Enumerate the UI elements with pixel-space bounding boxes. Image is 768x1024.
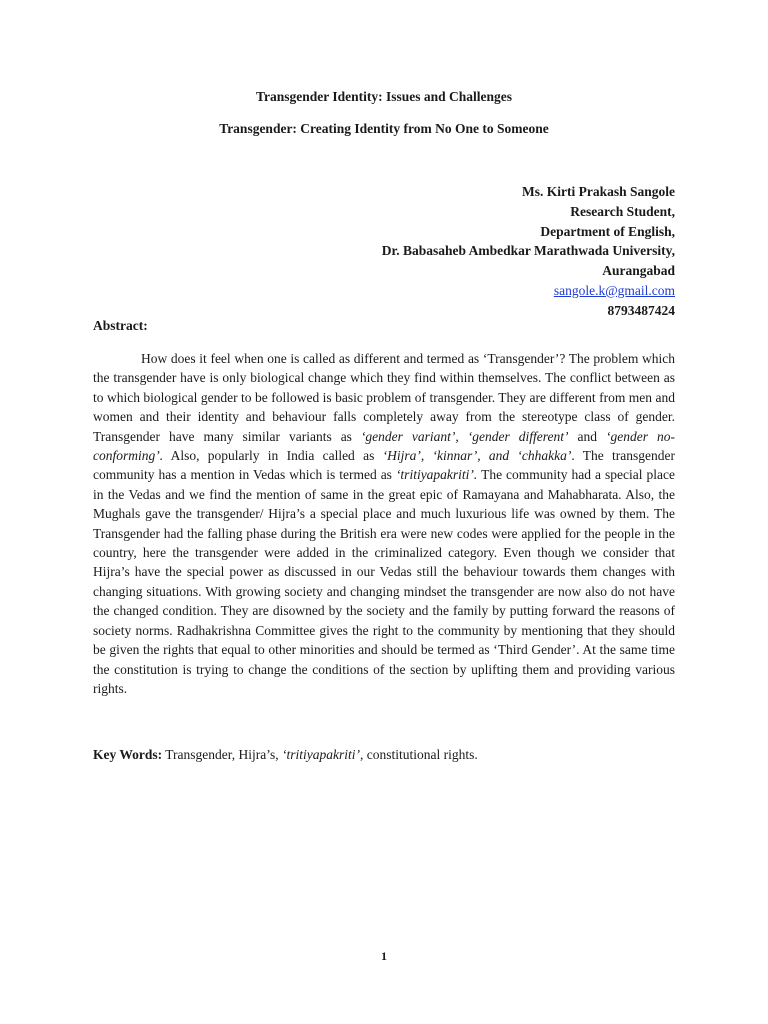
- abstract-text-1: How does it feel when one is called as different and termed as ‘Transgender’? The problem which the transgender have is only biological change which they find within themselves. The conflict between as to which biological gender to be followed is basic problem of transgender. They are different from men and women and their identity and behaviour falls completely away from the stereotype class of gender. Transgender have many similar variants as: [93, 351, 675, 444]
- keywords-text-1: Transgender, Hijra’s,: [162, 747, 282, 762]
- author-name: Ms. Kirti Prakash Sangole: [521, 184, 675, 199]
- author-phone: 8793487424: [607, 302, 675, 318]
- abstract-italic-4: ‘tritiyapakriti’.: [395, 467, 478, 483]
- abstract-italic-1: ‘gender variant’, ‘gender different’: [360, 428, 569, 444]
- abstract-text-5: The community had a special place in the Vedas and we find the mention of same in the great epic of Ramayana and Mahabharata. Also, the Mughals gave the transgender/ Hijra’s a special place and much luxurious life was owned by them. The Transgender had the falling phase during the British era were new codes were applied for the people in the country, here the transgender were added in the criminalized category. Even though we consider that Hijra’s have the special power as discussed in our Vedas still the behaviour towards them changes with changing situations. With growing society and changing mindset the transgender are now also do not have the changed condition. They are disowned by the society and the family by putting forward the reasons of society norms. Radhakrishna Committee gives the right to the community by mentioning that they should be given the rights that equal to other minorities and should be termed as ‘Third Gender’. At the same time the constitution is trying to change the conditions of the section by uplifting them and providing various rights.: [93, 467, 675, 696]
- author-email-link[interactable]: sangole.k@gmail.com: [553, 282, 675, 298]
- abstract-text-2: and: [568, 428, 607, 444]
- author-block: [382, 182, 675, 321]
- document-title: Transgender Identity: Issues and Challenges: [255, 89, 513, 104]
- author-role: Research Student,: [570, 203, 675, 219]
- abstract-paragraph: [93, 349, 675, 698]
- author-department: Department of English,: [540, 223, 675, 239]
- keywords-line: [93, 747, 675, 763]
- abstract-italic-3: ‘Hijra’, ‘kinnar’, and ‘chhakka’: [382, 448, 572, 464]
- author-city: Aurangabad: [602, 263, 675, 279]
- abstract-heading: Abstract:: [93, 318, 148, 333]
- abstract-italic-2: ‘gender no-conforming’.: [93, 428, 675, 464]
- author-university: Dr. Babasaheb Ambedkar Marathwada University,: [381, 243, 675, 259]
- page-number: 1: [381, 949, 387, 963]
- document-subtitle: Transgender: Creating Identity from No One to Someone: [219, 121, 549, 136]
- abstract-text-4: . The transgender community has a mention in Vedas which is termed as: [93, 448, 676, 483]
- keywords-label: Key Words:: [93, 747, 163, 762]
- keywords-text-2: , constitutional rights.: [359, 747, 478, 762]
- abstract-text-3: Also, popularly in India called as: [163, 448, 383, 464]
- keywords-italic: ‘tritiyapakriti’: [281, 747, 360, 762]
